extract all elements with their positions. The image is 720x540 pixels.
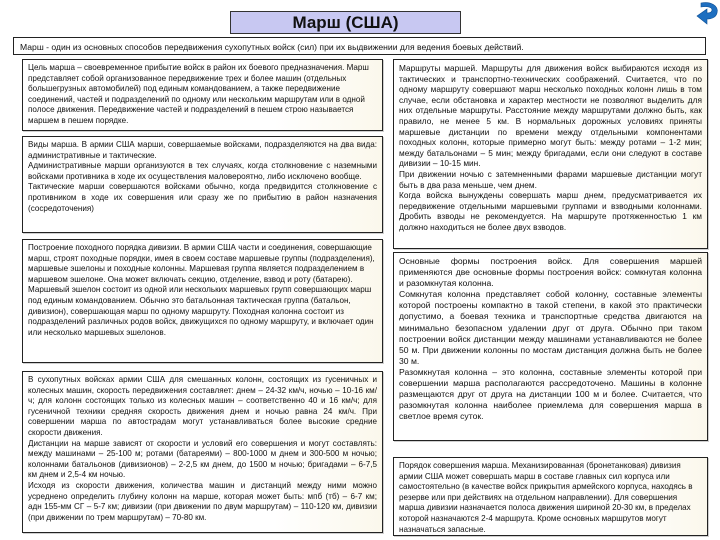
paragraph: Дистанции на марше зависят от скорости и условий его совершения и могут составлять: между машинами – 25-100 м; ротами (батареями) – 800-1000 м днем и 300-500 м ночью; колоннами батальонов (дивизионов) – 2-2,5 км днем, до 1500 м ночью; бригадами – 6-7,5 км днем и 2,5-4 км ночью. bbox=[28, 438, 377, 480]
paragraph: Когда войска вынуждены совершать марш днем, предусматривается их передвижение отдельными маршевыми группами и взводными колоннами. Дробить взводы не рекомендуется. На маршруте протяженностью 1 км должно находиться не более двух взводов. bbox=[399, 190, 702, 232]
formation-types-box bbox=[393, 252, 708, 441]
paragraph: Маршевый эшелон состоит из одной или нескольких маршевых групп совершающих марш под единым командованием. Обычно это батальонная тактическая группа (батальон, дивизион), совершающая марш по одному маршруту. Походная колонна состоит из подразделений различных родов войск, движущихся по одному маршруту, и включает один или несколько маршевых эшелонов. bbox=[28, 285, 374, 337]
paragraph: В сухопутных войсках армии США для смешанных колонн, состоящих из гусеничных и колесных машин, скорость передвижения составляет: днем – 24-32 км/ч, ночью – 10-16 км/ч; для колонн состоящих только из колесных машин – соответственно 40 и 16 км/ч; для гусеничной техники средняя скорость движения днем и ночью равна 24 км/ч. При совершении марша по автострадам могут устанавливаться более высокие средние скорости движения. bbox=[28, 375, 377, 437]
march-order-formation-box bbox=[22, 239, 383, 363]
march-types-box bbox=[22, 136, 383, 233]
paragraph: Сомкнутая колонна представляет собой колонну, составные элементы которой построены компактно в такой степени, в какой это практически допустимо, а боевая техника и транспортные средства двигаются на минимально безопасном удалении друг от друга. Обычно при таком построении войск дистанции между машинами устанавливаются не более 50 м. При движении колонны по мостам дистанция должна быть не более 30 м. bbox=[399, 289, 702, 366]
march-procedure-box bbox=[393, 457, 708, 536]
page-title: Марш (США) bbox=[230, 11, 461, 34]
paragraph: Порядок совершения марша. Механизированная (бронетанковая) дивизия армии США может совершать марш в составе главных сил корпуса или самостоятельно (в качестве войск прикрытия армейского корпуса, находясь в резерве или при действиях на отдельном направлении). Для совершения марша дивизии назначается полоса движения шириной 20-30 км, в пределах которой назначаются 2-4 маршрута. Кроме основных маршрутов могут назначаться запасные. bbox=[399, 461, 693, 534]
paragraph: Маршруты маршей. Маршруты для движения войск выбираются исходя из тактических и транспортно-технических соображений. Считается, что по одному маршруту совершают марш несколько походных колонн лишь в том случае, если обстановка и характер местности не позволяют выделить для них отдельные маршруты. Расстояние между маршрутами должно быть, как правило, не менее 5 км. В нормальных дорожных условиях приняты маршевые дистанции по времени между отдельными компонентами походных колонн, которые примерно могут быть: между ротами – 1-2 мин; между батальонами – 5 мин; между бригадами, если они следуют в составе дивизии – 10-15 мин. bbox=[399, 63, 702, 169]
definition-box: Марш - один из основных способов передвижения сухопутных войск (сил) при их выдвижении для ведения боевых действий. bbox=[13, 37, 706, 55]
paragraph: При движении ночью с затемненными фарами маршевые дистанции могут быть в два раза меньше, чем днем. bbox=[399, 168, 702, 190]
paragraph: Построение походного порядка дивизии. В армии США части и соединения, совершающие марш, строят походные порядки, имея в своем составе маршевые группы (подразделения), маршевые эшелоны и походные колонны. Маршевая группа является подразделением в маршевом эшелоне. Она может включать секцию, отделение, взвод и роту (батарею). bbox=[28, 243, 375, 284]
march-routes-box bbox=[393, 59, 708, 249]
paragraph: Цель марша – своевременное прибытие войск в район их боевого предназначения. Марш представляет собой организованное передвижение трех и более машин (отдельных большегрузных автомобилей) под единым командованием, а также передвижение соединений, частей и подразделений по одному или нескольким маршрутам или в одной полосе движения. Передвижение частей и подразделений в пешем строю называется маршем в пешем порядке. bbox=[28, 63, 369, 125]
paragraph: Административные марши организуются в тех случаях, когда столкновение с наземными войсками противника в ходе их осуществления маловероятно, либо исключено вообще. bbox=[28, 161, 377, 181]
paragraph: Основные формы построения войск. Для совершения маршей применяются две основные формы построения войск: сомкнутая колонна и разомкнутая колонна. bbox=[399, 256, 702, 289]
paragraph: Виды марша. В армии США марши, совершаемые войсками, подразделяются на два вида: административные и тактические. bbox=[28, 140, 377, 160]
march-purpose-box bbox=[22, 59, 383, 131]
march-speed-distance-box bbox=[22, 371, 383, 533]
paragraph: Разомкнутая колонна – это колонна, составные элементы которой при совершении марша располагаются рассредоточено. Машины в колонне размещаются друг от друга на дистанции 100 м и более. Считается, что разомкнутая колонна наиболее приемлема для совершения марша в светлое время суток. bbox=[399, 366, 702, 422]
return-arrow-icon[interactable] bbox=[693, 0, 720, 28]
paragraph: Исходя из скорости движения, количества машин и дистанций между ними можно усреднено определить глубину колонн на марше, которая может быть: мпб (тб) – 6-7 км; адн 155-мм СГ – 5-7 км; дивизии (при движении по двум маршрутам) – 110-120 км, дивизии (при движении по трем маршрутам) – 70-80 км. bbox=[28, 480, 377, 522]
paragraph: Тактические марши совершаются войсками обычно, когда предвидится столкновение с противником в ходе их совершения или сразу же по прибытию в район назначения (сосредоточения) bbox=[28, 182, 377, 213]
